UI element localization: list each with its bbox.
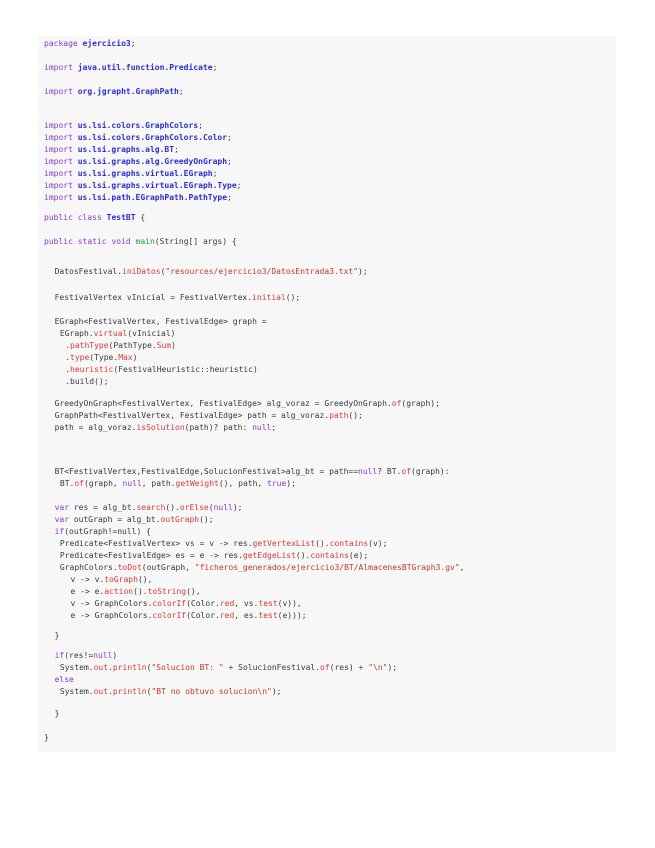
code-token: (vInicial) xyxy=(127,329,176,338)
code-token: test xyxy=(258,611,278,620)
code-token: ); xyxy=(358,267,368,276)
code-token: (graph, xyxy=(83,479,123,488)
code-token: ( xyxy=(208,503,214,512)
code-token: getVertexList xyxy=(252,539,316,548)
code-line xyxy=(60,478,296,490)
code-token: var xyxy=(54,503,74,512)
code-token: contains xyxy=(310,551,349,560)
code-token: out xyxy=(93,687,109,696)
code-token: us.lsi.graphs.alg.GreedyOnGraph xyxy=(77,157,228,166)
code-token: us.lsi.graphs.virtual.EGraph xyxy=(77,169,213,178)
code-token: BT<FestivalVertex,FestivalEdge,SolucionFestival>alg_bt = path== xyxy=(54,467,359,476)
code-token: (e))); xyxy=(277,611,307,620)
code-line xyxy=(55,514,214,526)
code-token: ( xyxy=(146,663,152,672)
code-token: (); xyxy=(348,411,363,420)
code-token: (graph): xyxy=(411,467,450,476)
code-token: . xyxy=(65,365,71,374)
code-line xyxy=(44,732,49,744)
code-token: outGraph = alg_bt. xyxy=(73,515,161,524)
code-token: import xyxy=(44,157,78,166)
code-token: (). xyxy=(295,551,311,560)
code-token: of xyxy=(74,479,84,488)
code-token: search xyxy=(136,503,166,512)
code-token: pathType xyxy=(70,341,109,350)
code-token: . xyxy=(65,341,71,350)
code-line xyxy=(60,562,465,574)
code-block xyxy=(38,36,616,752)
code-token: e -> e. xyxy=(70,587,105,596)
code-token: isSolution xyxy=(136,423,185,432)
code-token: colorIf xyxy=(152,599,187,608)
code-token: red xyxy=(219,599,235,608)
code-token: ? BT. xyxy=(377,467,402,476)
code-line xyxy=(55,630,60,642)
code-token: (), path, xyxy=(218,479,268,488)
code-token: import xyxy=(44,87,78,96)
code-token: (). xyxy=(133,587,148,596)
code-token: else xyxy=(54,675,74,684)
code-token: out xyxy=(93,663,109,672)
code-token: (outGraph!=null) { xyxy=(64,527,151,536)
code-token: v -> GraphColors. xyxy=(70,599,153,608)
code-token: ); xyxy=(232,503,243,512)
code-token: (e); xyxy=(348,551,369,560)
code-token: import xyxy=(44,63,78,72)
code-token: System. xyxy=(59,663,94,672)
code-line xyxy=(44,180,242,192)
code-token: (FestivalHeuristic::heuristic) xyxy=(113,365,258,374)
code-token: getEdgeList xyxy=(242,551,296,560)
code-line xyxy=(55,398,440,410)
code-line xyxy=(55,266,368,278)
code-token: TestBT xyxy=(106,213,136,222)
code-token: (). xyxy=(315,539,330,548)
code-token: package xyxy=(44,39,83,48)
code-token: (res) + xyxy=(329,663,369,672)
code-token: ; xyxy=(227,193,232,202)
code-token: ; xyxy=(130,39,136,48)
code-line xyxy=(44,120,203,132)
code-token: (res!= xyxy=(64,651,94,660)
code-token: ; xyxy=(227,157,232,166)
code-token: Predicate<FestivalEdge> es = e -> res. xyxy=(59,551,243,560)
code-token: main xyxy=(135,237,155,246)
code-token: (), xyxy=(186,587,201,596)
code-token: ; xyxy=(198,121,203,130)
code-token: public class xyxy=(44,213,107,222)
code-token: println xyxy=(112,663,147,672)
code-token: ejercicio3 xyxy=(82,39,131,48)
code-token: true xyxy=(267,479,287,488)
code-token: } xyxy=(54,709,60,718)
code-token: virtual xyxy=(93,329,128,338)
code-line xyxy=(55,316,267,328)
code-line xyxy=(55,526,151,538)
code-line xyxy=(55,466,450,478)
code-token: null xyxy=(122,479,142,488)
code-token: ; xyxy=(178,87,184,96)
code-token: .build(); xyxy=(65,377,109,386)
code-token: ; xyxy=(212,169,218,178)
code-token: ; xyxy=(271,423,277,432)
code-line xyxy=(55,422,277,434)
code-token: BT. xyxy=(59,479,75,488)
code-line xyxy=(60,538,388,550)
code-token: e -> GraphColors. xyxy=(70,611,153,620)
code-token: import xyxy=(44,133,78,142)
code-token: ) xyxy=(132,353,138,362)
code-token: (), xyxy=(137,575,153,584)
code-token: "ficheros_generados/ejercicio3/BT/AlmacenesBTGraph3.gv" xyxy=(194,563,460,572)
code-token: getWeight xyxy=(175,479,219,488)
code-token: Sum xyxy=(156,341,172,350)
code-token: (v)), xyxy=(277,599,302,608)
code-token: toDot xyxy=(117,563,142,572)
code-token: of xyxy=(320,663,330,672)
code-token: "\n" xyxy=(368,663,388,672)
code-token: . xyxy=(108,687,113,696)
code-token: us.lsi.graphs.virtual.EGraph.Type xyxy=(77,181,237,190)
code-line xyxy=(44,236,237,248)
code-line xyxy=(71,574,153,586)
code-token: import xyxy=(44,145,78,154)
code-token: heuristic xyxy=(70,365,114,374)
code-line xyxy=(44,192,232,204)
code-line xyxy=(65,352,137,364)
code-line xyxy=(44,212,145,224)
code-token: org.jgrapht.GraphPath xyxy=(77,87,179,96)
code-token: contains xyxy=(329,539,369,548)
code-token: colorIf xyxy=(152,611,187,620)
code-token: res = alg_bt. xyxy=(73,503,137,512)
code-token: ; xyxy=(236,181,242,190)
code-token: (PathType. xyxy=(108,341,157,350)
code-token: if xyxy=(54,651,65,660)
code-token: . xyxy=(65,353,71,362)
code-token: us.lsi.colors.GraphColors.Color xyxy=(77,133,228,142)
code-line xyxy=(55,502,243,514)
code-line xyxy=(60,686,282,698)
code-token: GraphPath<FestivalVertex, FestivalEdge> path = alg_voraz. xyxy=(54,411,330,420)
code-token: void xyxy=(111,237,136,246)
code-token: ); xyxy=(271,687,282,696)
code-token: } xyxy=(44,733,49,742)
code-token: "BT no obtuvo solucion\n" xyxy=(151,687,272,696)
code-token: Predicate<FestivalVertex> vs = v -> res. xyxy=(59,539,253,548)
code-line xyxy=(55,650,118,662)
code-token: ( xyxy=(146,687,152,696)
code-line xyxy=(71,598,302,610)
code-token: , xyxy=(459,563,465,572)
code-token: us.lsi.path.EGraphPath.PathType xyxy=(77,193,228,202)
code-token: , vs. xyxy=(234,599,259,608)
code-token: import xyxy=(44,121,78,130)
code-line xyxy=(60,662,397,674)
code-token: (Type. xyxy=(89,353,119,362)
code-line xyxy=(44,38,136,50)
code-line xyxy=(71,610,307,622)
code-token: (Color. xyxy=(186,611,220,620)
code-token: v -> v. xyxy=(70,575,105,584)
code-token: of xyxy=(401,467,412,476)
code-token: null xyxy=(213,503,233,512)
code-token: System. xyxy=(59,687,94,696)
code-line xyxy=(44,144,179,156)
code-line xyxy=(71,586,201,598)
code-token: null xyxy=(252,423,272,432)
code-token: GreedyOnGraph<FestivalVertex, FestivalEdge> alg_voraz = GreedyOnGraph. xyxy=(54,399,392,408)
code-line xyxy=(55,292,301,304)
code-token: test xyxy=(258,599,278,608)
code-token: "Solucion BT: " xyxy=(151,663,224,672)
code-token: ); xyxy=(286,479,296,488)
code-token: import xyxy=(44,169,78,178)
code-token: } xyxy=(54,631,60,640)
code-token: path = alg_voraz. xyxy=(54,423,137,432)
code-token: "resources/ejercicio3/DatosEntrada3.txt" xyxy=(165,267,359,276)
code-line xyxy=(44,156,232,168)
code-line xyxy=(65,376,108,388)
code-line xyxy=(55,410,363,422)
code-token: (path)? path: xyxy=(184,423,253,432)
code-token: if xyxy=(54,527,65,536)
code-token: GraphColors. xyxy=(59,563,118,572)
code-line xyxy=(44,168,217,180)
code-token: FestivalVertex vInicial = FestivalVertex. xyxy=(54,293,253,302)
code-line xyxy=(55,708,60,720)
code-token: null xyxy=(358,467,378,476)
code-token: ) xyxy=(112,651,118,660)
code-token: toGraph xyxy=(104,575,138,584)
code-token: EGraph<FestivalVertex, FestivalEdge> graph = xyxy=(54,317,267,326)
code-token: of xyxy=(391,399,402,408)
code-token: (). xyxy=(165,503,180,512)
code-token: ) xyxy=(171,341,176,350)
code-token: , es. xyxy=(234,611,259,620)
code-token: (v); xyxy=(368,539,388,548)
code-token: ( xyxy=(160,267,166,276)
code-token: (outGraph, xyxy=(141,563,195,572)
code-token: { xyxy=(135,213,146,222)
code-token: ); xyxy=(387,663,398,672)
code-token: (graph); xyxy=(401,399,440,408)
code-token: null xyxy=(93,651,113,660)
code-token: import xyxy=(44,181,78,190)
code-token: var xyxy=(54,515,74,524)
code-line xyxy=(44,62,217,74)
code-token: ; xyxy=(174,145,179,154)
code-token: (); xyxy=(199,515,214,524)
code-line xyxy=(65,364,258,376)
code-line xyxy=(44,86,184,98)
code-token: action xyxy=(104,587,134,596)
code-token: us.lsi.colors.GraphColors xyxy=(77,121,199,130)
code-token: path xyxy=(329,411,349,420)
code-token: orElse xyxy=(179,503,209,512)
code-token: iniDatos xyxy=(122,267,161,276)
code-token: public static xyxy=(44,237,112,246)
code-token: ; xyxy=(227,133,232,142)
code-line xyxy=(60,550,368,562)
code-token: outGraph xyxy=(160,515,200,524)
code-token: initial xyxy=(252,293,286,302)
code-token: us.lsi.graphs.alg.BT xyxy=(77,145,175,154)
code-token: red xyxy=(219,611,235,620)
code-token: type xyxy=(70,353,90,362)
code-token: toString xyxy=(147,587,187,596)
code-token: import xyxy=(44,193,78,202)
code-token: , path. xyxy=(141,479,176,488)
code-token: (); xyxy=(285,293,301,302)
code-line xyxy=(60,328,176,340)
code-token: (Color. xyxy=(186,599,220,608)
code-token: EGraph. xyxy=(59,329,94,338)
code-token: + SolucionFestival. xyxy=(223,663,321,672)
code-line xyxy=(65,340,176,352)
code-token: java.util.function.Predicate xyxy=(77,63,213,72)
code-token: . xyxy=(108,663,113,672)
code-token: Max xyxy=(118,353,133,362)
code-line xyxy=(55,674,74,686)
code-token: println xyxy=(112,687,147,696)
code-line xyxy=(44,132,232,144)
code-token: (String[] args) { xyxy=(154,237,237,246)
code-token: ; xyxy=(212,63,218,72)
code-token: DatosFestival. xyxy=(54,267,123,276)
